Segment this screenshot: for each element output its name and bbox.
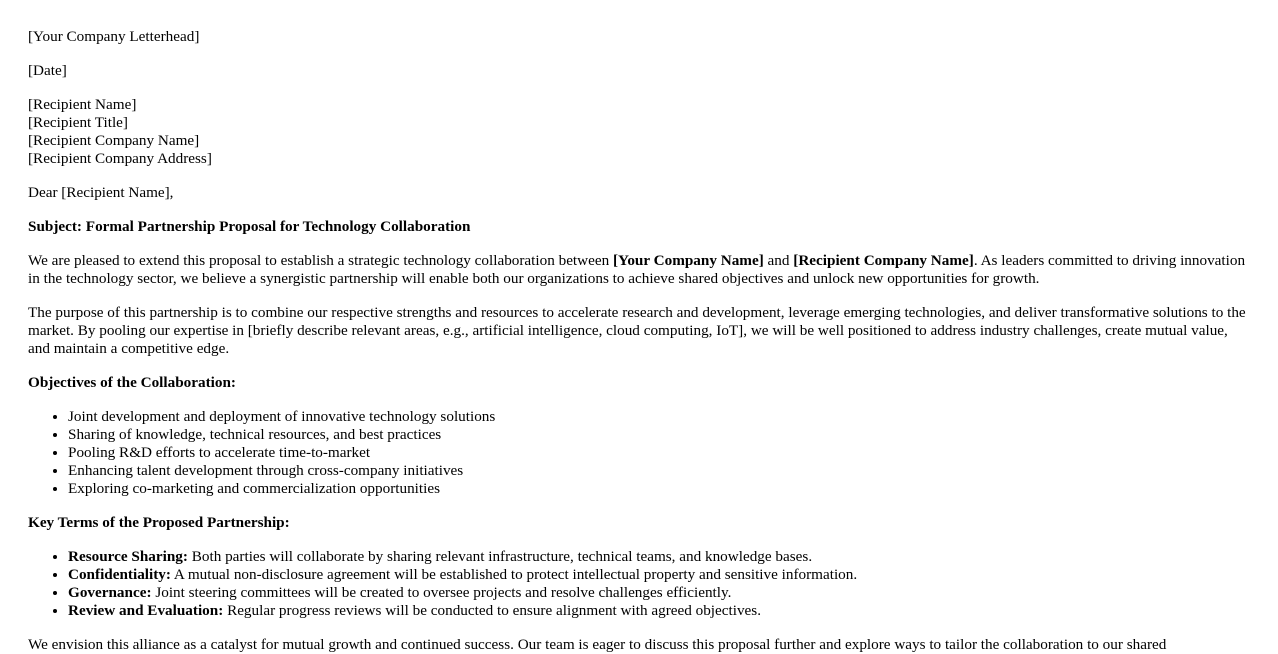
subject-line xyxy=(28,218,1250,236)
intro-paragraph xyxy=(28,252,1250,288)
recipient-company-name: [Recipient Company Name] xyxy=(793,252,974,269)
terms-list xyxy=(28,548,1250,620)
terms-heading: Key Terms of the Proposed Partnership: xyxy=(28,514,290,531)
objective-item: • Sharing of knowledge, technical resources, and best practices xyxy=(68,426,1250,444)
recipient-company: [Recipient Company Name] xyxy=(28,132,200,149)
letter-date: [Date] xyxy=(28,62,67,79)
objective-item: • Exploring co-marketing and commercialization opportunities xyxy=(68,480,1250,498)
term-text: A mutual non-disclosure agreement will be established to protect intellectual property and sensitive information. xyxy=(170,566,858,583)
term-text: Regular progress reviews will be conducted to ensure alignment with agreed objectives. xyxy=(223,602,761,619)
subject-text: Subject: Formal Partnership Proposal for Technology Collaboration xyxy=(28,218,471,235)
recipient-title: [Recipient Title] xyxy=(28,114,128,131)
letterhead: [Your Company Letterhead] xyxy=(28,28,200,45)
term-label: Confidentiality: xyxy=(68,566,171,583)
salutation: Dear [Recipient Name], xyxy=(28,184,174,201)
term-text: Both parties will collaborate by sharing relevant infrastructure, technical teams, and knowledge bases. xyxy=(187,548,813,565)
recipient-name: [Recipient Name] xyxy=(28,96,137,113)
intro-text-2: and xyxy=(763,252,794,269)
term-label: Governance: xyxy=(68,584,152,601)
intro-text-3: . As leaders committed to driving innovation in the technology sector, we believe a synergistic partnership will enable both our organizations to achieve shared objectives and unlock new opportunities for growth. xyxy=(28,252,1246,287)
term-label: Review and Evaluation: xyxy=(68,602,224,619)
term-text: Joint steering committees will be created to oversee projects and resolve challenges efficiently. xyxy=(151,584,732,601)
your-company-name: [Your Company Name] xyxy=(613,252,764,269)
objective-item: • Pooling R&D efforts to accelerate time-to-market xyxy=(68,444,1250,462)
term-label: Resource Sharing: xyxy=(68,548,188,565)
intro-text-1: We are pleased to extend this proposal to establish a strategic technology collaboration between xyxy=(28,252,613,269)
term-item xyxy=(68,548,1250,566)
term-item xyxy=(68,602,1250,620)
objectives-heading: Objectives of the Collaboration: xyxy=(28,374,236,391)
recipient-address: [Recipient Company Address] xyxy=(28,150,212,167)
purpose-paragraph: The purpose of this partnership is to combine our respective strengths and resources to accelerate research and development, leverage emerging technologies, and deliver transformative solutions to the market. By pooling our expertise in [briefly describe relevant areas, e.g., artificial intelligence, cloud computing, IoT], we will be well positioned to address industry challenges, create mutual value, and maintain a competitive edge. xyxy=(28,304,1246,357)
objectives-list xyxy=(28,408,1250,498)
objective-item: • Joint development and deployment of innovative technology solutions xyxy=(68,408,1250,426)
term-item xyxy=(68,566,1250,584)
objective-item: • Enhancing talent development through cross-company initiatives xyxy=(68,462,1250,480)
objectives-heading-line xyxy=(28,374,1250,392)
terms-heading-line xyxy=(28,514,1250,532)
term-item xyxy=(68,584,1250,602)
closing-paragraph: We envision this alliance as a catalyst for mutual growth and continued success. Our team is eager to discuss this proposal further and explore ways to tailor the collaboration to our shared xyxy=(28,636,1167,653)
recipient-address-block xyxy=(28,96,1250,168)
